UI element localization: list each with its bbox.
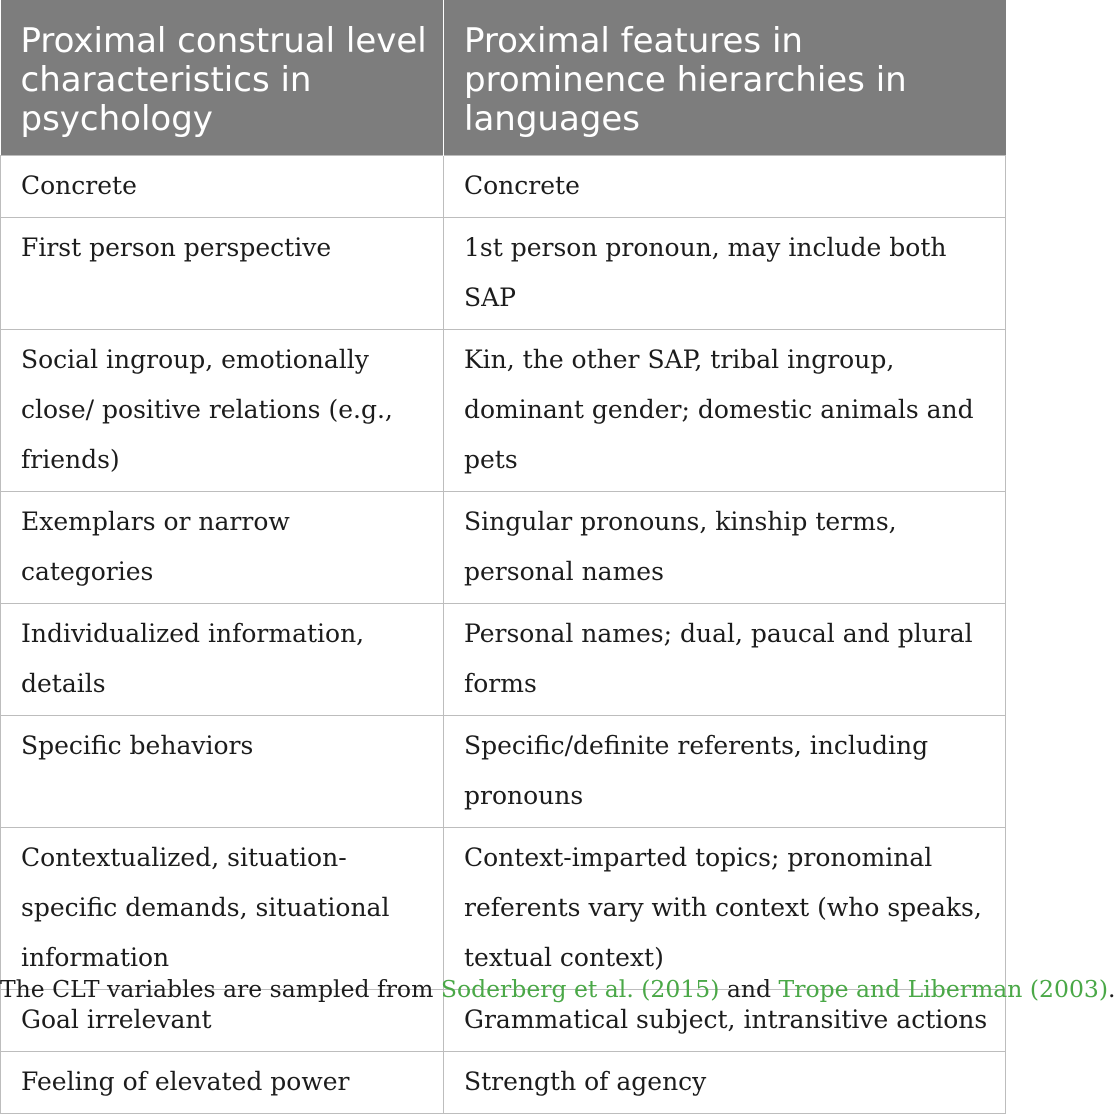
reference-link-soderberg[interactable]: Soderberg et al. (2015): [440, 975, 720, 1003]
table-footnote: [0, 966, 1116, 1012]
cell-psychology: Concrete: [1, 156, 444, 218]
cell-languages: Grammatical subject, intransitive actions: [444, 990, 1006, 1052]
footnote-middle: and: [719, 975, 779, 1003]
cell-psychology: Exemplars or narrow categories: [1, 492, 444, 604]
table-row: [1, 156, 1006, 218]
cell-psychology: Specific behaviors: [1, 716, 444, 828]
cell-languages: Strength of agency: [444, 1052, 1006, 1114]
header-psychology: Proximal construal level characteristics in psychology: [1, 0, 444, 156]
cell-psychology: Goal irrelevant: [1, 990, 444, 1052]
cell-languages: Context-imparted topics; pronominal referents vary with context (who speaks, textual context): [444, 828, 1006, 990]
table-row: [1, 492, 1006, 604]
table-row: [1, 1052, 1006, 1114]
table-header-row: [1, 0, 1006, 156]
table-row: [1, 604, 1006, 716]
cell-psychology: Feeling of elevated power: [1, 1052, 444, 1114]
cell-languages: Kin, the other SAP, tribal ingroup, dominant gender; domestic animals and pets: [444, 330, 1006, 492]
cell-psychology: First person perspective: [1, 218, 444, 330]
table-row: [1, 716, 1006, 828]
table-row: [1, 218, 1006, 330]
cell-languages: Personal names; dual, paucal and plural forms: [444, 604, 1006, 716]
cell-psychology: Individualized information, details: [1, 604, 444, 716]
cell-psychology: Contextualized, situation-specific demands, situational information: [1, 828, 444, 990]
cell-languages: 1st person pronoun, may include both SAP: [444, 218, 1006, 330]
table-row: [1, 330, 1006, 492]
cell-languages: Singular pronouns, kinship terms, personal names: [444, 492, 1006, 604]
footnote-suffix: .: [1108, 975, 1116, 1003]
cell-languages: Specific/definite referents, including pronouns: [444, 716, 1006, 828]
cell-psychology: Social ingroup, emotionally close/ positive relations (e.g., friends): [1, 330, 444, 492]
header-languages: Proximal features in prominence hierarchies in languages: [444, 0, 1006, 156]
reference-link-trope-liberman[interactable]: Trope and Liberman (2003): [778, 975, 1109, 1003]
footnote-prefix: The CLT variables are sampled from: [0, 975, 441, 1003]
cell-languages: Concrete: [444, 156, 1006, 218]
